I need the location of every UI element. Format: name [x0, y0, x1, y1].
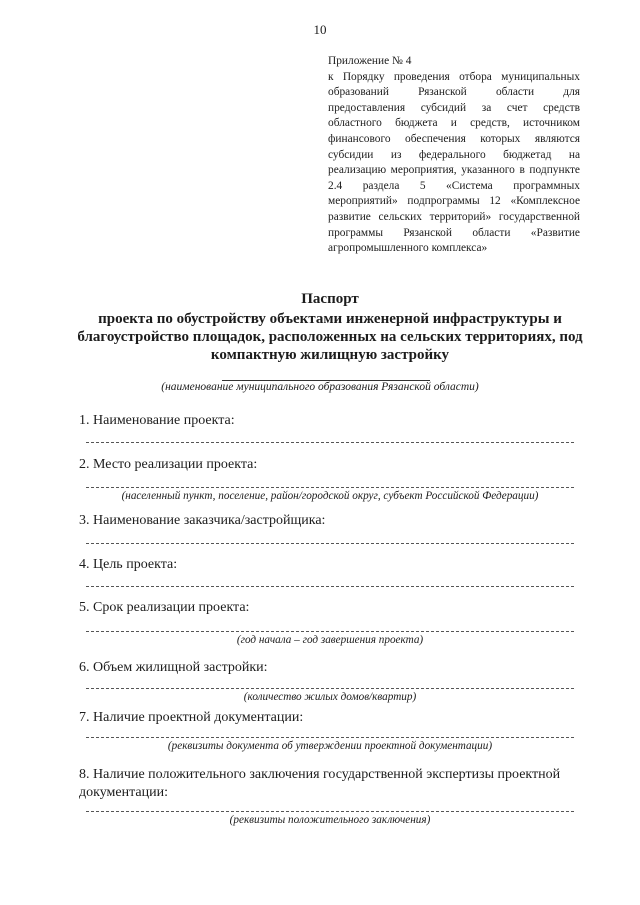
appendix-title: Приложение № 4 [328, 55, 412, 67]
fill-line-housing-volume [86, 688, 574, 689]
fill-line-location [86, 487, 574, 488]
appendix-body: к Порядку проведения отбора муниципальных образований Рязанской области для предоставления субсидий за счет средств областного бюджета и средств, источником финансового обеспечения которых являются субсидии из федерального бюджетад на реализацию мероприятия, указанного в подпункте 2.4 раздела 5 «Система программных мероприятий» подпрограммы 12 «Комплексное развитие сельских территорий» государственной программы Рязанской области «Развитие агропромышленного комплекса» [328, 70, 580, 255]
fill-line-project-name [86, 442, 574, 443]
caption-housing-volume: (количество жилых домов/квартир) [243, 691, 417, 703]
caption-timeframe: (год начала – год завершения проекта) [236, 634, 424, 646]
document-title [60, 290, 600, 364]
item-label-location: 2. Место реализации проекта: [79, 457, 258, 472]
fill-line-customer [86, 543, 574, 544]
fill-line-timeframe [86, 631, 574, 632]
fill-line-expertise [86, 811, 574, 812]
item-label-goal: 4. Цель проекта: [79, 557, 178, 572]
page-number: 10 [313, 22, 327, 37]
caption-location: (населенный пункт, поселение, район/городской округ, субъект Российской Федерации) [121, 490, 539, 502]
item-label-timeframe: 5. Срок реализации проекта: [79, 600, 250, 615]
title-subtitle: проекта по обустройству объектами инженерной инфраструктуры и благоустройство площадок, расположенных на сельских территориях, под компактную жилищную застройку [77, 311, 583, 363]
item-label-housing-volume: 6. Объем жилищной застройки: [79, 660, 268, 675]
fill-line-goal [86, 586, 574, 587]
fill-line-project-docs [86, 737, 574, 738]
caption-project-docs: (реквизиты документа об утверждении проектной документации) [167, 740, 493, 752]
municipality-caption: (наименование муниципального образования Рязанской области) [161, 381, 479, 393]
item-label-project-docs: 7. Наличие проектной документации: [79, 710, 304, 725]
title-main: Паспорт [301, 291, 359, 307]
item-label-project-name: 1. Наименование проекта: [79, 413, 235, 428]
item-label-expertise: 8. Наличие положительного заключения государственной экспертизы проектной документации: [79, 767, 561, 800]
item-label-customer: 3. Наименование заказчика/застройщика: [79, 513, 326, 528]
appendix-block [328, 54, 580, 257]
caption-expertise: (реквизиты положительного заключения) [229, 814, 431, 826]
